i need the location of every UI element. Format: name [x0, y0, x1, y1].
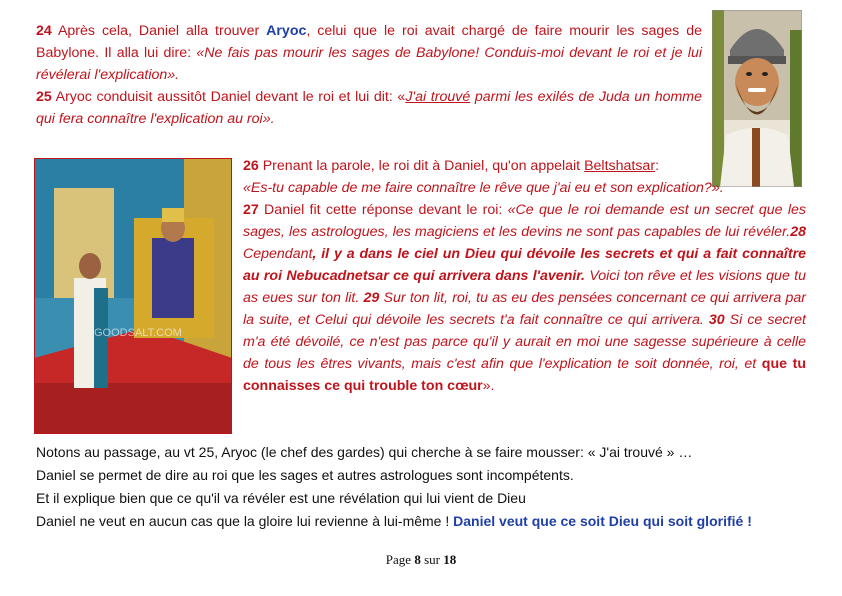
- verse-number: 29: [363, 290, 380, 306]
- name-beltshatsar: Beltshatsar: [584, 158, 656, 174]
- verse-number: 30: [708, 312, 725, 328]
- verse-number: 25: [36, 89, 52, 105]
- underlined-quote: J'ai trouvé: [405, 89, 471, 105]
- verses-24-25: [36, 20, 702, 130]
- name-aryoc: Aryoc: [266, 23, 307, 39]
- verse-quote: «Ce que le roi demande est un secret que les sages, les astrologues, les magiciens et les devins ne sont pas capables de lui révéler.: [243, 202, 806, 240]
- verse-emphasis: , il y a dans le ciel un Dieu qui dévoile les secrets et qui a fait connaître au roi Nebucadnetsar ce qui arrivera dans l'avenir.: [243, 246, 806, 284]
- verse-number: 24: [36, 23, 52, 39]
- page-sep: sur: [424, 552, 440, 567]
- verse-text: Cependant: [243, 246, 313, 262]
- verse-emphasis: que tu connaisses ce qui trouble ton cœur: [243, 356, 806, 394]
- image-watermark: GOODSALT.COM: [94, 327, 182, 339]
- page-label: Page: [385, 552, 412, 567]
- verse-number: 27: [243, 202, 259, 218]
- verse-quote: Sur ton lit, roi, tu as eu des pensées concernant ce qui arrivera par la suite, et Celui qui dévoile les secrets t'a fait connaître ce qui arrivera.: [243, 290, 807, 328]
- verse-quote: «Es-tu capable de me faire connaître le rêve que j'ai eu et son explication?».: [243, 180, 724, 196]
- verse-text: Prenant la parole, le roi dit à Daniel, qu'on appelait: [258, 158, 585, 174]
- page-current: 8: [414, 552, 421, 567]
- note-highlight: Daniel veut que ce soit Dieu qui soit glorifié !: [453, 513, 752, 529]
- note-line: Daniel se permet de dire au roi que les sages et autres astrologues sont incompétents.: [36, 467, 574, 483]
- note-line: Notons au passage, au vt 25, Aryoc (le chef des gardes) qui cherche à se faire mousser: « J'ai trouvé » …: [36, 444, 693, 460]
- verse-number: 28: [790, 224, 806, 240]
- verse-text: Après cela, Daniel alla trouver: [51, 23, 267, 39]
- verse-text: Aryoc conduisit aussitôt Daniel devant le roi et lui dit: «: [51, 89, 406, 105]
- page-total: 18: [443, 552, 457, 567]
- verse-number: 26: [243, 158, 259, 174]
- verse-text: , celui que le roi avait chargé de faire mourir les sages de Babylone. Il alla lui dire:: [36, 23, 703, 61]
- verse-text: Daniel fit cette réponse devant le roi:: [258, 202, 508, 218]
- note-line-final: [36, 513, 752, 529]
- verses-26-30: [243, 155, 806, 397]
- throne-scene-image: [34, 158, 232, 434]
- page-footer: [0, 552, 842, 568]
- verse-quote: «Ne fais pas mourir les sages de Babylone! Conduis-moi devant le roi et je lui révélerai l'explication».: [36, 45, 702, 83]
- note-text: Daniel ne veut en aucun cas que la gloire lui revienne à lui-même !: [36, 513, 454, 529]
- verse-quote: parmi les exilés de Juda un homme qui fera connaître l'explication au roi».: [36, 89, 702, 127]
- note-line: Et il explique bien que ce qu'il va révéler est une révélation qui lui vient de Dieu: [36, 490, 526, 506]
- verse-quote: Voici ton rêve et les visions que tu as eues sur ton lit.: [243, 268, 807, 306]
- verse-text: :: [655, 158, 660, 174]
- verse-end: ».: [482, 378, 495, 394]
- verse-quote: Si ce secret m'a été dévoilé, ce n'est pas parce qu'il y aurait en moi une sagesse supérieure à celle de tous les êtres vivants, mais c'est afin que l'explication te soit donnée, roi, et: [243, 312, 806, 372]
